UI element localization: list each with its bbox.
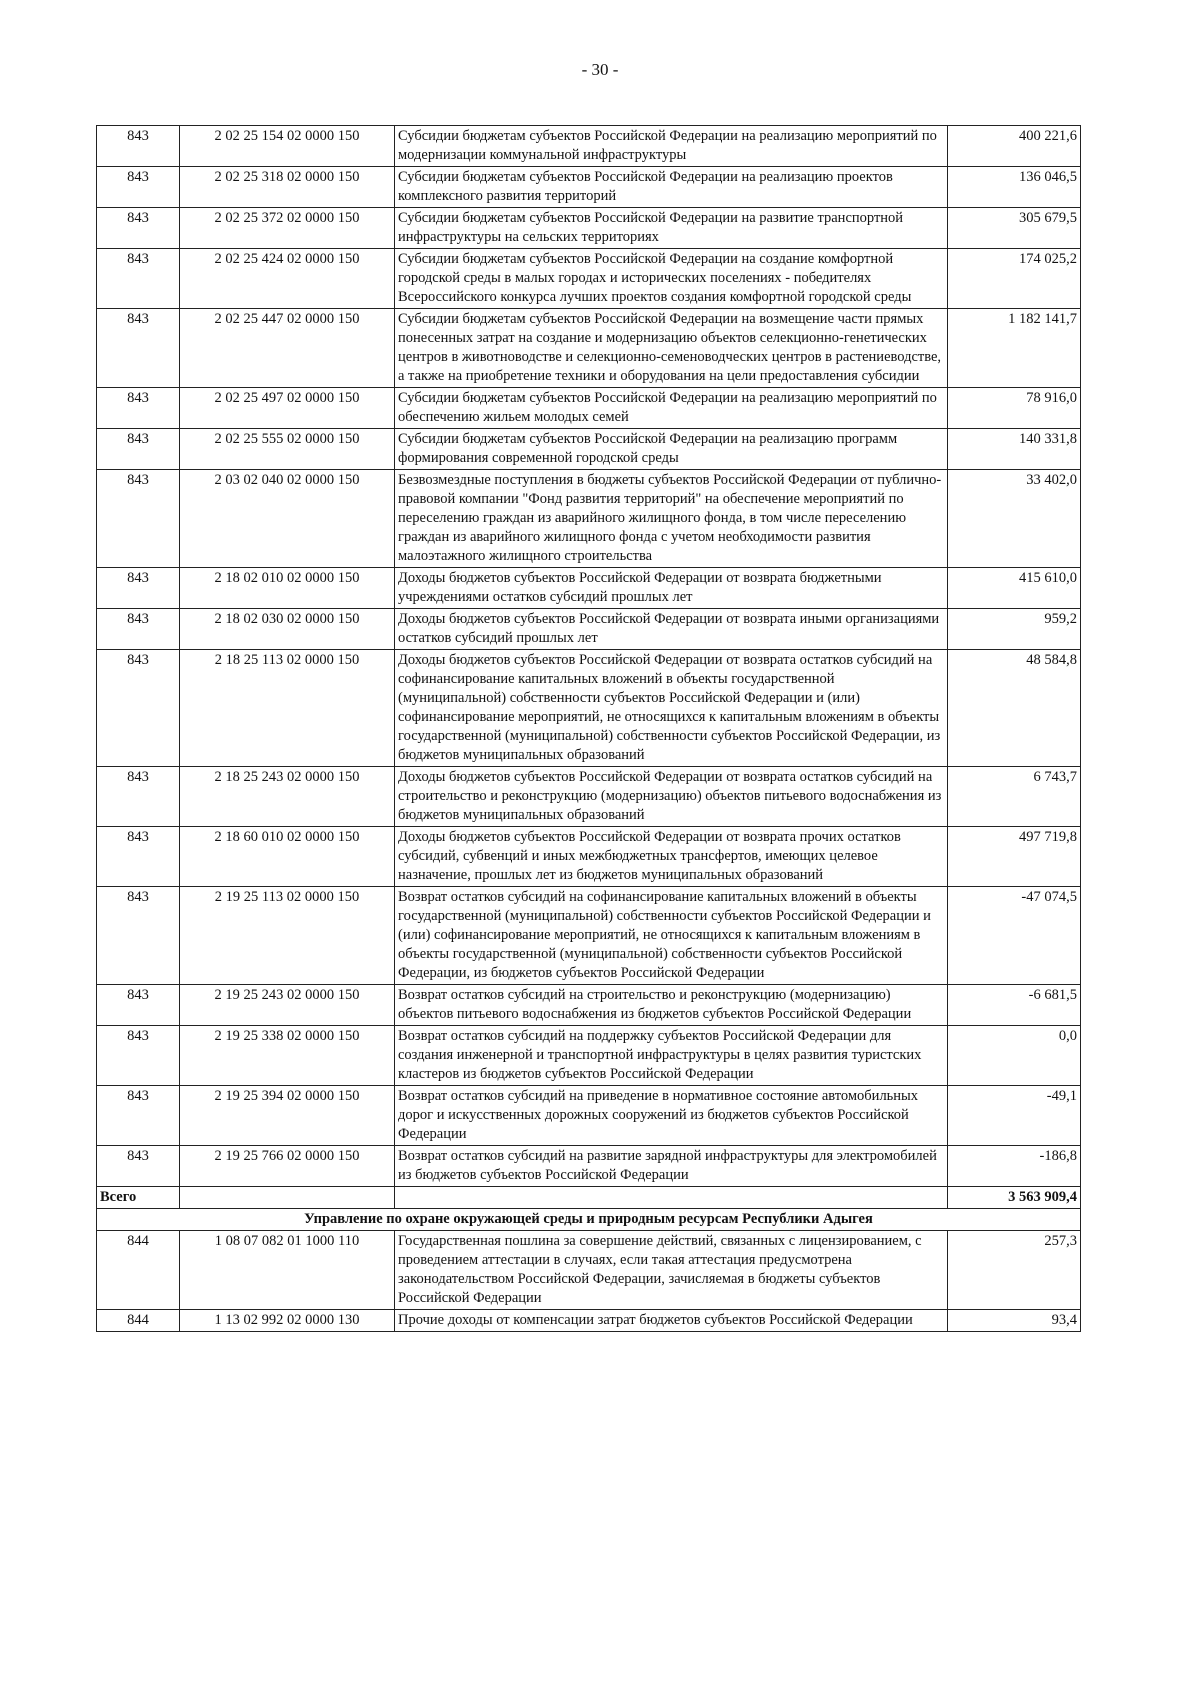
amount-cell: 93,4 [948,1310,1081,1332]
table-row [97,767,1081,827]
page-number: - 30 - [581,60,619,79]
classification-code-cell: 2 18 60 010 02 0000 150 [180,827,395,887]
section-header-row [97,1209,1081,1231]
description-cell: Субсидии бюджетам субъектов Российской Федерации на создание комфортной городской среды в малых городах и исторических поселениях - победителях Всероссийского конкурса лучших проектов создания комфортной городской среды [395,249,948,309]
classification-code-cell: 2 18 25 243 02 0000 150 [180,767,395,827]
table-row [97,609,1081,650]
admin-code-cell: 843 [97,388,180,429]
amount-cell: 136 046,5 [948,167,1081,208]
description-cell: Безвозмездные поступления в бюджеты субъектов Российской Федерации от публично-правовой компании "Фонд развития территорий" на обеспечение мероприятий по переселению граждан из аварийного жилищного фонда, в том числе переселению граждан из аварийного жилищного фонда с учетом необходимости развития малоэтажного жилищного строительства [395,470,948,568]
total-code-cell [180,1187,395,1209]
admin-code-cell: 843 [97,429,180,470]
table-body-part2 [97,1231,1081,1332]
description-cell: Доходы бюджетов субъектов Российской Федерации от возврата остатков субсидий на софинансирование капитальных вложений в объекты государственной (муниципальной) собственности субъектов Российской Федерации и (или) софинансирование мероприятий, не относящихся к капитальным вложениям в объекты государственной (муниципальной) собственности субъектов Российской Федерации, из бюджетов муниципальных образований [395,650,948,767]
classification-code-cell: 2 02 25 447 02 0000 150 [180,309,395,388]
admin-code-cell: 844 [97,1310,180,1332]
table-row [97,126,1081,167]
classification-code-cell: 2 18 25 113 02 0000 150 [180,650,395,767]
classification-code-cell: 2 18 02 030 02 0000 150 [180,609,395,650]
total-label: Всего [97,1187,180,1209]
amount-cell: 959,2 [948,609,1081,650]
description-cell: Доходы бюджетов субъектов Российской Федерации от возврата прочих остатков субсидий, субвенций и иных межбюджетных трансфертов, имеющих целевое назначение, прошлых лет из бюджетов муниципальных образований [395,827,948,887]
table-row [97,388,1081,429]
amount-cell: 33 402,0 [948,470,1081,568]
table-row [97,568,1081,609]
amount-cell: 305 679,5 [948,208,1081,249]
table-row [97,1086,1081,1146]
admin-code-cell: 843 [97,650,180,767]
admin-code-cell: 843 [97,609,180,650]
budget-revenue-table [96,125,1081,1332]
table-row [97,470,1081,568]
table-body-part1 [97,126,1081,1187]
amount-cell: 174 025,2 [948,249,1081,309]
table-row [97,208,1081,249]
amount-cell: 497 719,8 [948,827,1081,887]
admin-code-cell: 843 [97,1026,180,1086]
description-cell: Доходы бюджетов субъектов Российской Федерации от возврата иными организациями остатков субсидий прошлых лет [395,609,948,650]
description-cell: Возврат остатков субсидий на поддержку субъектов Российской Федерации для создания инженерной и транспортной инфраструктуры в целях развития туристских кластеров из бюджетов субъектов Российской Федерации [395,1026,948,1086]
classification-code-cell: 2 02 25 555 02 0000 150 [180,429,395,470]
classification-code-cell: 1 13 02 992 02 0000 130 [180,1310,395,1332]
amount-cell: 140 331,8 [948,429,1081,470]
description-cell: Прочие доходы от компенсации затрат бюджетов субъектов Российской Федерации [395,1310,948,1332]
table-row [97,985,1081,1026]
classification-code-cell: 2 02 25 372 02 0000 150 [180,208,395,249]
amount-cell: -47 074,5 [948,887,1081,985]
table-row [97,1026,1081,1086]
description-cell: Субсидии бюджетам субъектов Российской Федерации на развитие транспортной инфраструктуры на сельских территориях [395,208,948,249]
table-row [97,249,1081,309]
table-row [97,827,1081,887]
classification-code-cell: 1 08 07 082 01 1000 110 [180,1231,395,1310]
classification-code-cell: 2 19 25 243 02 0000 150 [180,985,395,1026]
table-row [97,429,1081,470]
total-amount: 3 563 909,4 [948,1187,1081,1209]
classification-code-cell: 2 03 02 040 02 0000 150 [180,470,395,568]
amount-cell: -49,1 [948,1086,1081,1146]
table-row [97,309,1081,388]
table-row [97,887,1081,985]
amount-cell: 0,0 [948,1026,1081,1086]
description-cell: Доходы бюджетов субъектов Российской Федерации от возврата бюджетными учреждениями остатков субсидий прошлых лет [395,568,948,609]
amount-cell: 400 221,6 [948,126,1081,167]
admin-code-cell: 843 [97,1086,180,1146]
table-row [97,1231,1081,1310]
description-cell: Возврат остатков субсидий на приведение в нормативное состояние автомобильных дорог и искусственных дорожных сооружений из бюджетов субъектов Российской Федерации [395,1086,948,1146]
description-cell: Возврат остатков субсидий на строительство и реконструкцию (модернизацию) объектов питьевого водоснабжения из бюджетов субъектов Российской Федерации [395,985,948,1026]
classification-code-cell: 2 02 25 318 02 0000 150 [180,167,395,208]
classification-code-cell: 2 19 25 394 02 0000 150 [180,1086,395,1146]
classification-code-cell: 2 02 25 154 02 0000 150 [180,126,395,167]
admin-code-cell: 843 [97,985,180,1026]
admin-code-cell: 844 [97,1231,180,1310]
amount-cell: 1 182 141,7 [948,309,1081,388]
classification-code-cell: 2 02 25 497 02 0000 150 [180,388,395,429]
section-title: Управление по охране окружающей среды и природным ресурсам Республики Адыгея [97,1209,1081,1231]
amount-cell: 48 584,8 [948,650,1081,767]
description-cell: Субсидии бюджетам субъектов Российской Федерации на реализацию мероприятий по обеспечению жильем молодых семей [395,388,948,429]
admin-code-cell: 843 [97,167,180,208]
table-row [97,167,1081,208]
admin-code-cell: 843 [97,249,180,309]
admin-code-cell: 843 [97,309,180,388]
description-cell: Возврат остатков субсидий на развитие зарядной инфраструктуры для электромобилей из бюджетов субъектов Российской Федерации [395,1146,948,1187]
amount-cell: -6 681,5 [948,985,1081,1026]
classification-code-cell: 2 02 25 424 02 0000 150 [180,249,395,309]
amount-cell: -186,8 [948,1146,1081,1187]
classification-code-cell: 2 19 25 113 02 0000 150 [180,887,395,985]
amount-cell: 6 743,7 [948,767,1081,827]
table-row [97,1146,1081,1187]
classification-code-cell: 2 19 25 338 02 0000 150 [180,1026,395,1086]
description-cell: Доходы бюджетов субъектов Российской Федерации от возврата остатков субсидий на строительство и реконструкцию (модернизацию) объектов питьевого водоснабжения из бюджетов муниципальных образований [395,767,948,827]
classification-code-cell: 2 18 02 010 02 0000 150 [180,568,395,609]
description-cell: Субсидии бюджетам субъектов Российской Федерации на реализацию программ формирования современной городской среды [395,429,948,470]
table-row [97,1310,1081,1332]
admin-code-cell: 843 [97,208,180,249]
admin-code-cell: 843 [97,827,180,887]
amount-cell: 78 916,0 [948,388,1081,429]
amount-cell: 257,3 [948,1231,1081,1310]
description-cell: Государственная пошлина за совершение действий, связанных с лицензированием, с проведением аттестации в случаях, если такая аттестация предусмотрена законодательством Российской Федерации, зачисляемая в бюджеты субъектов Российской Федерации [395,1231,948,1310]
admin-code-cell: 843 [97,568,180,609]
admin-code-cell: 843 [97,767,180,827]
admin-code-cell: 843 [97,887,180,985]
table-row [97,650,1081,767]
description-cell: Субсидии бюджетам субъектов Российской Федерации на возмещение части прямых понесенных затрат на создание и модернизацию объектов селекционно-генетических центров в животноводстве и селекционно-семеноводческих центров в растениеводстве, а также на приобретение техники и оборудования на цели предоставления субсидии [395,309,948,388]
description-cell: Возврат остатков субсидий на софинансирование капитальных вложений в объекты государственной (муниципальной) собственности субъектов Российской Федерации и (или) софинансирование мероприятий, не относящихся к капитальным вложениям в объекты государственной (муниципальной) собственности субъектов Российской Федерации, из бюджетов субъектов Российской Федерации [395,887,948,985]
amount-cell: 415 610,0 [948,568,1081,609]
admin-code-cell: 843 [97,126,180,167]
admin-code-cell: 843 [97,470,180,568]
description-cell: Субсидии бюджетам субъектов Российской Федерации на реализацию проектов комплексного развития территорий [395,167,948,208]
total-desc-cell [395,1187,948,1209]
total-row [97,1187,1081,1209]
classification-code-cell: 2 19 25 766 02 0000 150 [180,1146,395,1187]
admin-code-cell: 843 [97,1146,180,1187]
description-cell: Субсидии бюджетам субъектов Российской Федерации на реализацию мероприятий по модернизации коммунальной инфраструктуры [395,126,948,167]
table-body-total [97,1187,1081,1231]
